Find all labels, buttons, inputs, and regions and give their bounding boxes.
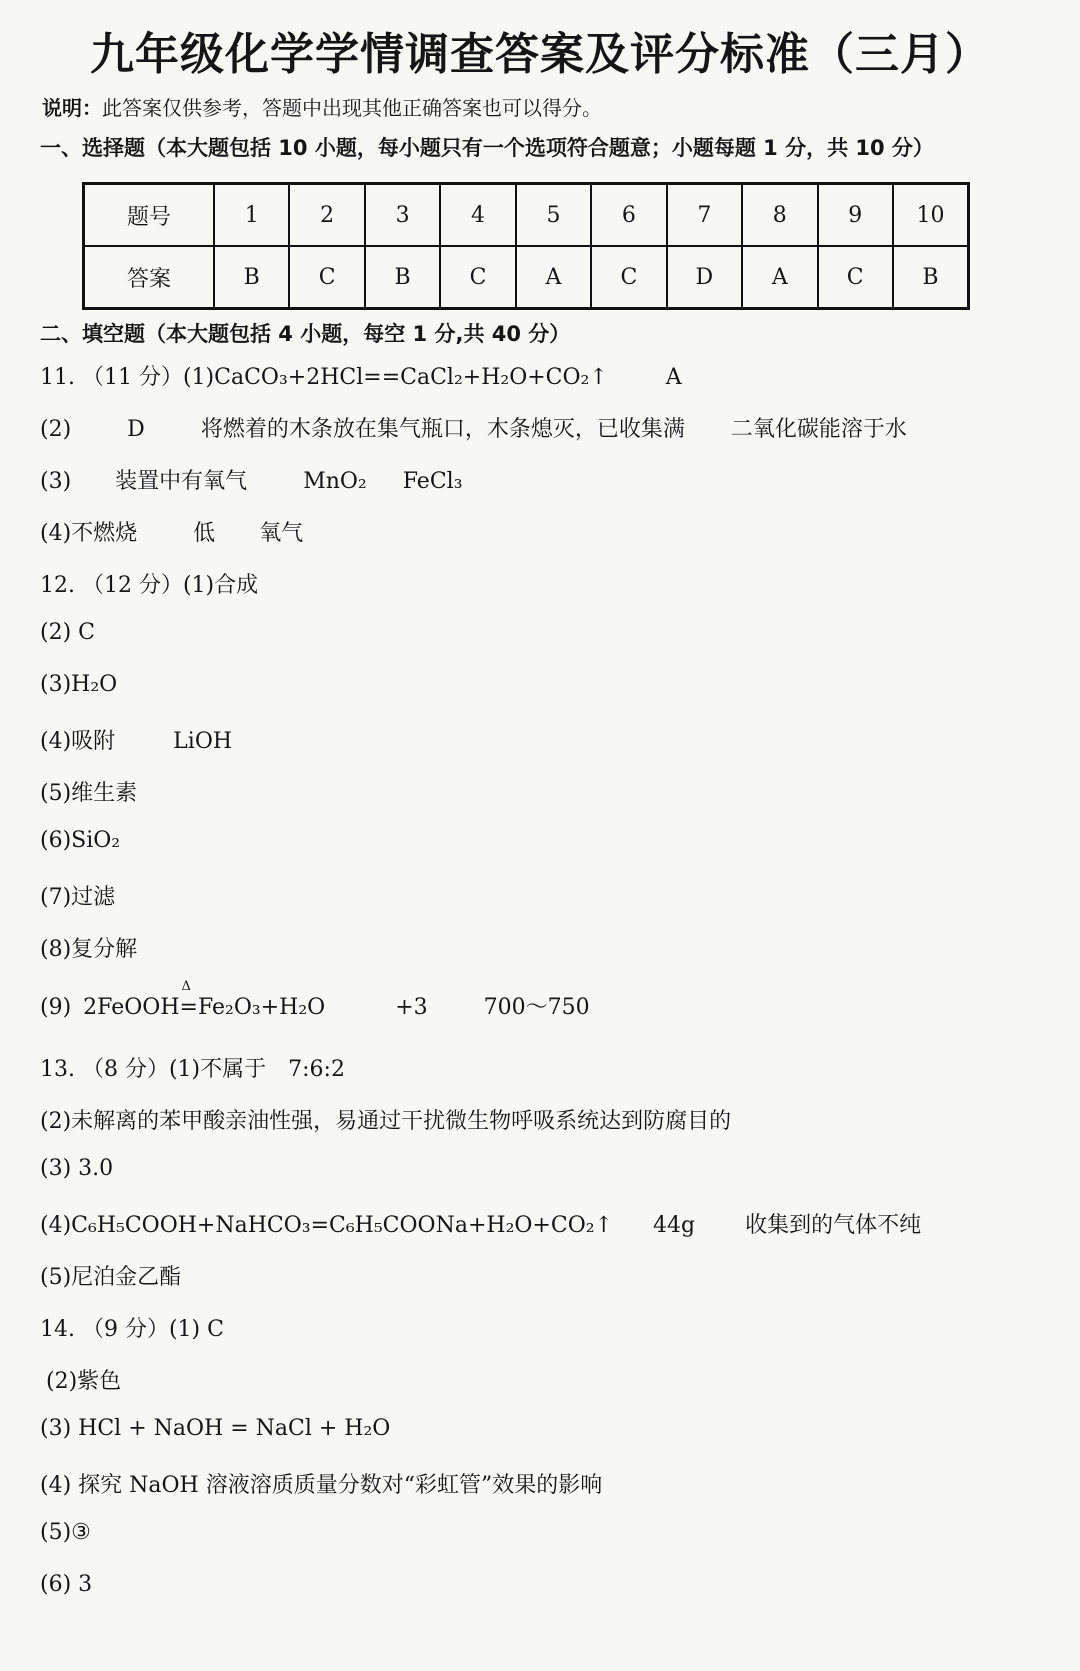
table-answer-label: 答案 (84, 246, 215, 309)
q11-p3-label: (3) (40, 469, 72, 494)
table-cell: 9 (818, 184, 893, 247)
q13-line-2: (2)未解离的苯甲酸亲油性强，易通过干扰微生物呼吸系统达到防腐目的 (40, 1109, 732, 1134)
table-header-label: 题号 (84, 184, 215, 247)
q11-line-4 (40, 516, 343, 547)
q12-line-7: (7)过滤 (40, 885, 116, 910)
table-row (84, 246, 969, 309)
q13-p1-b: 7:6:2 (288, 1057, 345, 1082)
q14-line-3: (3) HCl + NaOH = NaCl + H₂O (40, 1416, 391, 1441)
q14-line-1: 14. （9 分）(1) C (40, 1317, 224, 1342)
q13-p4-equation: (4)C₆H₅COOH+NaHCO₃=C₆H₅COONa+H₂O+CO₂↑ (40, 1213, 613, 1238)
q11-p2-c: 二氧化碳能溶于水 (730, 417, 907, 442)
table-cell: B (214, 246, 289, 309)
q11-p3-a: 装置中有氧气 (115, 469, 248, 494)
table-cell: 6 (591, 184, 666, 247)
q11-line-3 (40, 464, 503, 495)
choice-answer-table (82, 182, 970, 310)
q12-p9-left: 2FeOOH (83, 995, 180, 1020)
q13-p4-c: 收集到的气体不纯 (745, 1213, 922, 1238)
page-title: 九年级化学学情调查答案及评分标准（三月） (90, 29, 990, 80)
q12-p9-c: 700～750 (483, 995, 590, 1020)
equals-sign: = (179, 995, 198, 1020)
table-cell: B (365, 246, 440, 309)
table-cell: 8 (742, 184, 817, 247)
q12-line-9 (40, 979, 630, 1021)
table-cell: 2 (289, 184, 364, 247)
q11-p3-c: FeCl₃ (402, 469, 463, 494)
q11-line-2 (40, 412, 947, 443)
table-cell: C (289, 246, 364, 309)
q12-line-3: (3)H₂O (40, 672, 118, 697)
q12-p9-right: Fe₂O₃+H₂O (197, 995, 326, 1020)
table-cell: D (667, 246, 742, 309)
table-cell: 4 (440, 184, 515, 247)
q13-head: 13. （8 分）(1)不属于 (40, 1057, 267, 1082)
table-cell: 3 (365, 184, 440, 247)
q13-line-5: (5)尼泊金乙酯 (40, 1265, 182, 1290)
q12-line-5: (5)维生素 (40, 781, 138, 806)
q11-p4-c: 氧气 (259, 521, 304, 546)
table-cell: C (440, 246, 515, 309)
q11-p2-label: (2) (40, 417, 72, 442)
q13-p4-b: 44g (652, 1213, 696, 1238)
table-cell: 10 (893, 184, 969, 247)
q11-p1-equation: (1)CaCO₃+2HCl==CaCl₂+H₂O+CO₂↑ (182, 365, 608, 390)
table-cell: 1 (214, 184, 289, 247)
q11-p1-answer: A (665, 365, 682, 390)
q12-p4-a: (4)吸附 (40, 729, 116, 754)
q12-p9-b: +3 (395, 995, 428, 1020)
heating-sign (179, 979, 198, 1020)
note-text: 此答案仅供参考，答题中出现其他正确答案也可以得分。 (102, 96, 602, 120)
q11-head: 11. （11 分） (40, 365, 183, 390)
table-cell: C (818, 246, 893, 309)
q12-line-4 (40, 724, 272, 755)
q14-line-4: (4) 探究 NaOH 溶液溶质质量分数对“彩虹管”效果的影响 (40, 1473, 603, 1498)
q12-line-2: (2) C (40, 620, 95, 645)
table-row (84, 184, 969, 247)
table-cell: A (516, 246, 591, 309)
q12-line-6: (6)SiO₂ (40, 828, 121, 853)
q12-p9-label: (9) (40, 995, 72, 1020)
q11-p2-b: 将燃着的木条放在集气瓶口，木条熄灭，已收集满 (200, 417, 685, 442)
q11-p2-a: D (127, 417, 145, 442)
q11-line-1 (40, 360, 722, 391)
section-1-heading: 一、选择题（本大题包括 10 小题，每小题只有一个选项符合题意；小题每题 1 分，共 10 分） (40, 136, 934, 160)
q14-line-2: (2)紫色 (46, 1369, 122, 1394)
note-line (42, 92, 602, 121)
q14-line-5: (5)③ (40, 1520, 91, 1545)
q12-line-1: 12. （12 分）(1)合成 (40, 573, 259, 598)
q11-p3-b: MnO₂ (303, 469, 367, 494)
table-cell: 7 (667, 184, 742, 247)
q13-line-3: (3) 3.0 (40, 1156, 114, 1181)
q12-line-8: (8)复分解 (40, 937, 138, 962)
table-cell: C (591, 246, 666, 309)
q12-p4-b: LiOH (173, 729, 233, 754)
section-2-heading: 二、填空题（本大题包括 4 小题，每空 1 分,共 40 分） (40, 322, 571, 346)
q13-line-1 (40, 1052, 385, 1083)
q11-p4-b: 低 (193, 521, 216, 546)
table-cell: 5 (516, 184, 591, 247)
table-cell: A (742, 246, 817, 309)
delta-symbol: Δ (181, 979, 191, 994)
q13-line-4 (40, 1208, 961, 1239)
q14-line-6: (6) 3 (40, 1572, 93, 1597)
note-label: 说明： (42, 96, 102, 120)
q11-p4-a: (4)不燃烧 (40, 521, 138, 546)
table-cell: B (893, 246, 969, 309)
